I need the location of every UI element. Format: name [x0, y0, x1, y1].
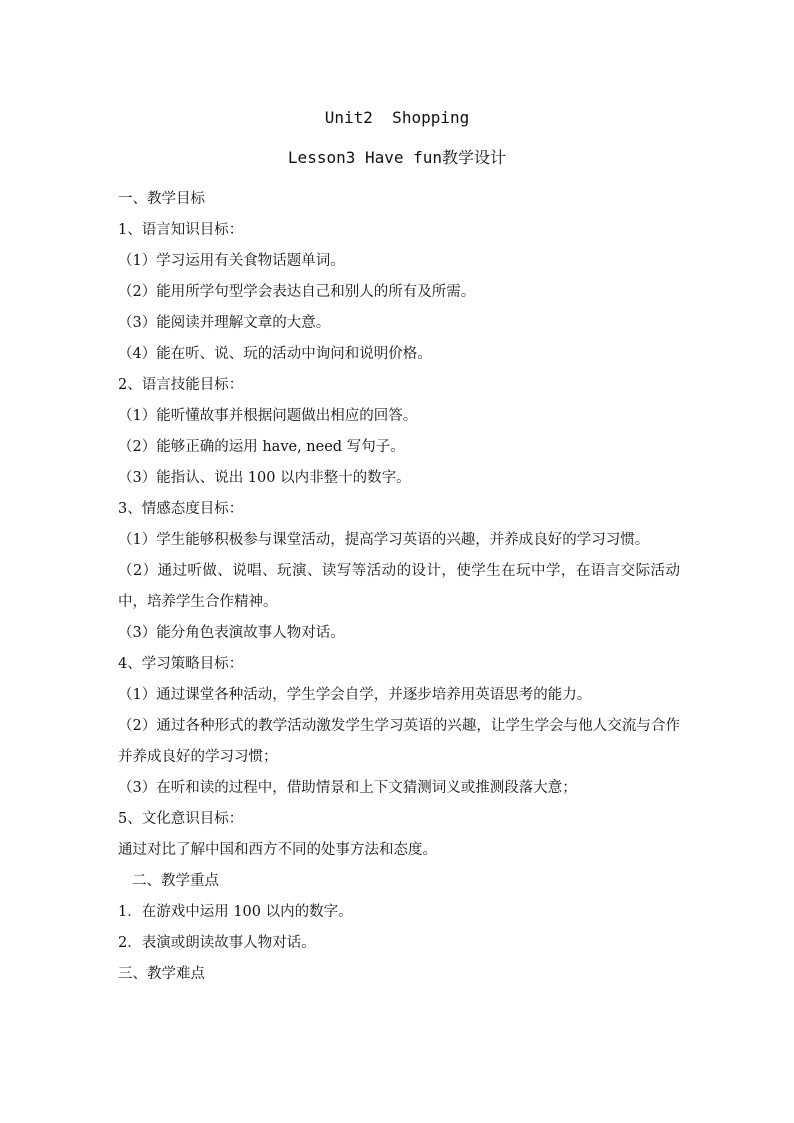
- list-item: （3）能指认、说出 100 以内非整十的数字。: [118, 470, 411, 486]
- document-title: Unit2 Shopping: [324, 108, 470, 127]
- document-body: [118, 184, 680, 990]
- document-subtitle: Lesson3 Have fun教学设计: [287, 148, 507, 167]
- subheading-attitude: 3、情感态度目标：: [118, 501, 244, 517]
- list-item: （3）在听和读的过程中，借助情景和上下文猜测词义或推测段落大意；: [118, 780, 577, 796]
- subheading-strategy: 4、学习策略目标：: [118, 656, 244, 672]
- section-heading-key-points: 二、教学重点: [132, 873, 219, 889]
- subheading-language-knowledge: 1、语言知识目标：: [118, 222, 244, 238]
- culture-text: 通过对比了解中国和西方不同的处事方法和态度。: [118, 842, 437, 858]
- list-item: （1）学习运用有关食物话题单词。: [118, 253, 345, 269]
- list-item: （2）能用所学句型学会表达自己和别人的所有及所需。: [118, 284, 476, 300]
- list-item: 2．表演或朗读故事人物对话。: [118, 935, 316, 951]
- list-item: （1）学生能够积极参与课堂活动，提高学习英语的兴趣，并养成良好的学习习惯。: [118, 532, 650, 548]
- section-heading-difficulties: 三、教学难点: [118, 966, 205, 982]
- list-item: （2）通过各种形式的教学活动激发学生学习英语的兴趣，让学生学会与他人交流与合作并养成良好的学习习惯；: [118, 718, 680, 765]
- list-item: 1．在游戏中运用 100 以内的数字。: [118, 904, 353, 920]
- list-item: （1）通过课堂各种活动，学生学会自学，并逐步培养用英语思考的能力。: [118, 687, 592, 703]
- list-item: （2）通过听做、说唱、玩演、读写等活动的设计，使学生在玩中学，在语言交际活动中，培养学生合作精神。: [118, 563, 680, 610]
- list-item: （2）能够正确的运用 have, need 写句子。: [118, 439, 405, 455]
- section-heading-objectives: 一、教学目标: [118, 191, 205, 207]
- subheading-language-skills: 2、语言技能目标：: [118, 377, 244, 393]
- list-item: （1）能听懂故事并根据问题做出相应的回答。: [118, 408, 418, 424]
- list-item: （3）能分角色表演故事人物对话。: [118, 625, 345, 641]
- subheading-culture: 5、文化意识目标：: [118, 811, 244, 827]
- list-item: （3）能阅读并理解文章的大意。: [118, 315, 331, 331]
- list-item: （4）能在听、说、玩的活动中询问和说明价格。: [118, 346, 432, 362]
